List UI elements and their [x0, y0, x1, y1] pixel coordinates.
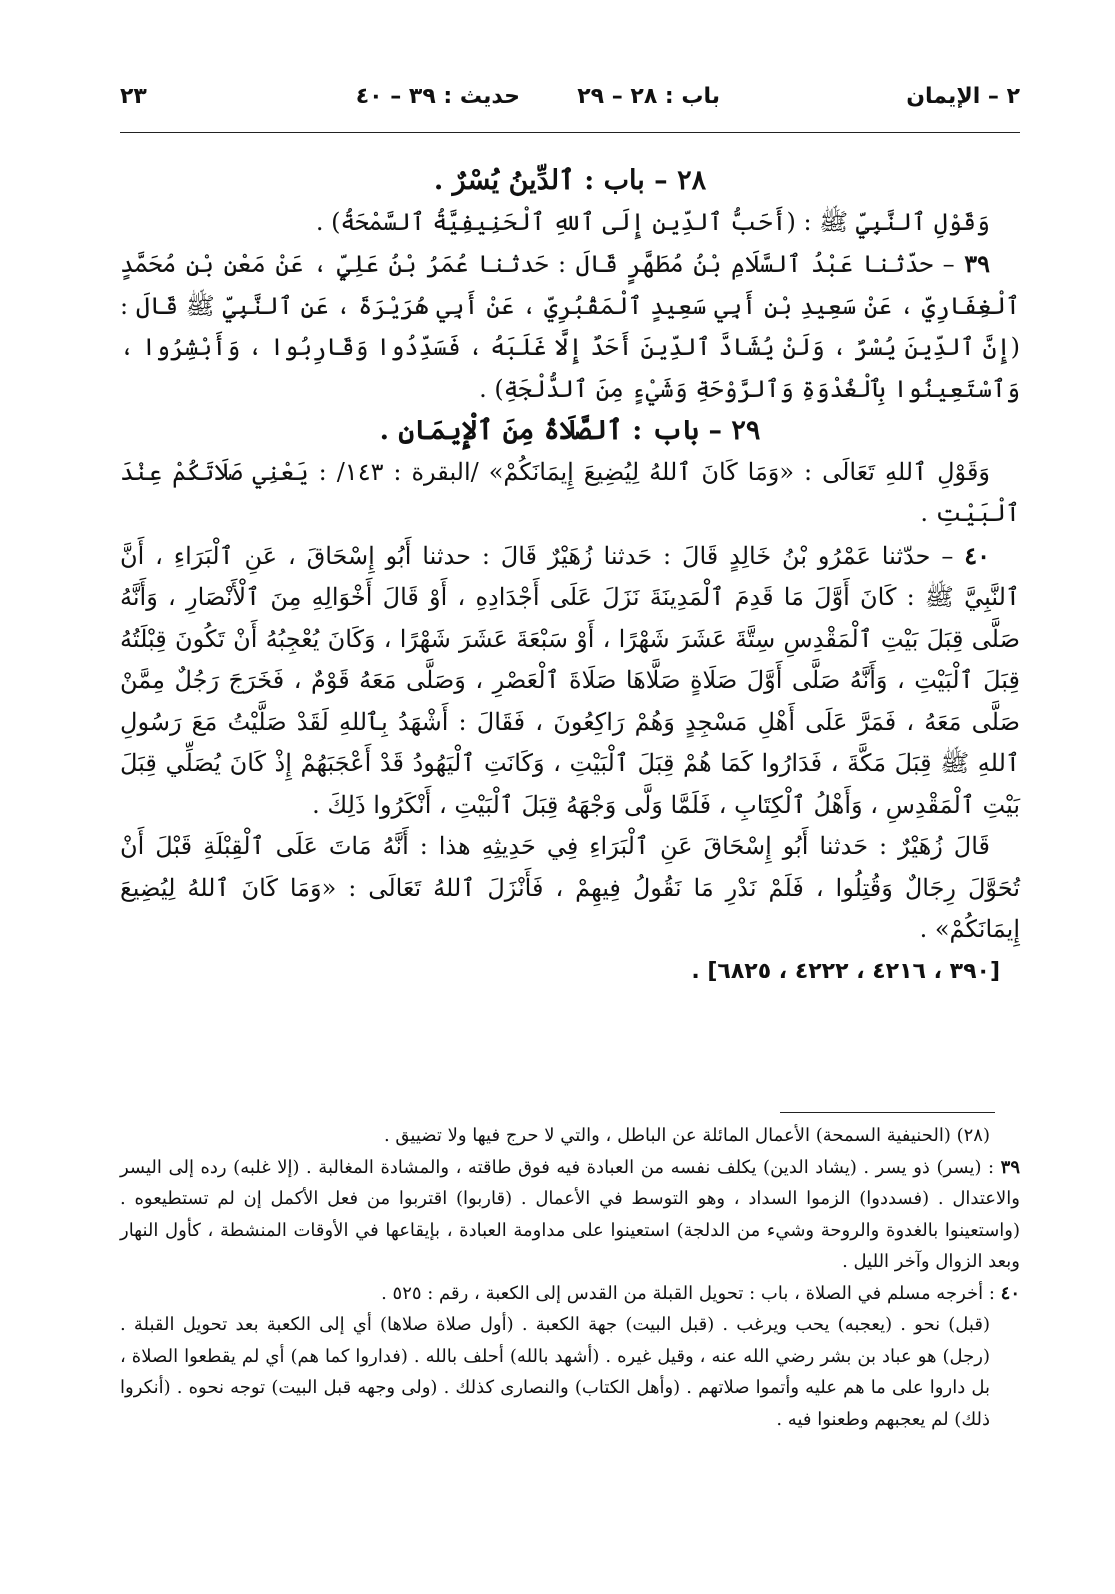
footnote-divider	[780, 1112, 995, 1113]
note-40-number: ٤٠	[1000, 1282, 1020, 1304]
header-book-title: ٢ – الإيمان	[906, 84, 1020, 109]
hadith-40-text: – حدّثنا عَمْرُو بْنُ خَالِدٍ قَالَ : حَدثنا زُهَيْرٌ قَالَ : حدثنا أَبُو إِسْحَاقَ ، عَنِ ٱلْبَرَاءِ ، أَنَّ ٱلنَّبِيَّ ﷺ : كَانَ أَوَّلَ مَا قَدِمَ ٱلْمَدِينَةَ نَزَلَ عَلَى أَجْدَادِهِ ، أَوْ قَالَ أَخْوَالِهِ مِنَ ٱلْأَنْصَارِ ، وَأَنَّهُ صَلَّى قِبَلَ بَيْتِ ٱلْمَقْدِسِ سِتَّةَ عَشَرَ شَهْرًا ، أَوْ سَبْعَةَ عَشَرَ شَهْرًا ، وَكَانَ يُعْجِبُهُ أَنْ تَكُونَ قِبْلَتُهُ قِبَلَ ٱلْبَيْتِ ، وَأَنَّهُ صَلَّى أَوَّلَ صَلَاةٍ صَلَّاهَا صَلَاةَ ٱلْعَصْرِ ، وَصَلَّى مَعَهُ قَوْمٌ ، فَخَرَجَ رَجُلٌ مِمَّنْ صَلَّى مَعَهُ ، فَمَرَّ عَلَى أَهْلِ مَسْجِدٍ وَهُمْ رَاكِعُونَ ، فَقَالَ : أَشْهَدُ بِٱللهِ لَقَدْ صَلَّيْتُ مَعَ رَسُولِ ٱللهِ ﷺ قِبَلَ مَكَّةَ ، فَدَارُوا كَمَا هُمْ قِبَلَ ٱلْبَيْتِ ، وَكَانَتِ ٱلْيَهُودُ قَدْ أَعْجَبَهُمْ إِذْ كَانَ يُصَلِّي قِبَلَ بَيْتِ ٱلْمَقْدِسِ ، وَأَهْلُ ٱلْكِتَابِ ، فَلَمَّا وَلَّى وَجْهَهُ قِبَلَ ٱلْبَيْتِ ، أَنْكَرُوا ذَلِكَ .	[120, 541, 1020, 819]
note-40-text: : أخرجه مسلم في الصلاة ، باب : تحويل القبلة من القدس إلى الكعبة ، رقم : ٥٢٥ .	[381, 1282, 1001, 1304]
footnotes	[120, 1120, 1020, 1435]
note-40	[120, 1278, 1020, 1310]
note-39-text: : (يسر) ذو يسر . (يشاد الدين) يكلف نفسه من العبادة فيه فوق طاقته ، والمشادة المغالبة . (إلا غلبه) رده إلى اليسر والاعتدال . (فسددوا) الزموا السداد ، وهو التوسط في الأعمال . (قاربوا) اقتربوا من فعل الأكمل إن لم تستطيعوه . (واستعينوا بالغدوة والروحة وشيء من الدلجة) استعينوا على مداومة العبادة ، بإيقاعها في الأوقات المنشطة ، كأول النهار وبعد الزوال وآخر الليل .	[120, 1156, 1020, 1272]
hadith-39-text: – حدّثنا عَبْدُ ٱلسَّلَامِ بْنُ مُطَهَّرٍ قَالَ : حَدثنا عُمَرُ بْنُ عَلِيٍّ ، عَنْ مَعْنِ بْنِ مُحَمَّدٍ ٱلْغِفَارِيِّ ، عَنْ سَعِيدِ بْنِ أَبِي سَعِيدٍ ٱلْمَقْبُرِيِّ ، عَنْ أَبِي هُرَيْرَةَ ، عَنِ ٱلنَّبِيِّ ﷺ قَالَ : (إِنَّ ٱلدِّينَ يُسْرٌ ، وَلَنْ يُشَادَّ ٱلدِّينَ أَحَدٌ إِلَّا غَلَبَهُ ، فَسَدِّدُوا وَقَارِبُوا ، وَأَبْشِرُوا ، وَٱسْتَعِينُوا بِٱلْغُدْوَةِ وَٱلرَّوْحَةِ وَشَيْءٍ مِنَ ٱلدُّلْجَةِ) .	[120, 250, 1021, 403]
note-28: (٢٨) (الحنيفية السمحة) الأعمال المائلة عن الباطل ، والتي لا حرج فيها ولا تضييق .	[383, 1125, 990, 1146]
chapter-28-title: ٢٨ – باب : ٱلدِّينُ يُسْرٌ .	[433, 165, 707, 196]
running-header	[120, 78, 1020, 118]
page-number: ٢٣	[120, 84, 147, 109]
chapter-29-title: ٢٩ – باب : ٱلصَّلَاةُ مِنَ ٱلْإِيمَانِ .	[379, 415, 761, 446]
header-chapter-range: باب : ٢٨ – ٢٩	[577, 84, 720, 109]
header-hadith-range: حديث : ٣٩ – ٤٠	[355, 84, 520, 109]
hadith-40-references: [٣٩٠ ، ٤٢١٦ ، ٤٢٢٢ ، ٦٨٢٥] .	[691, 958, 1000, 984]
hadith-39	[120, 243, 1020, 410]
header-divider	[120, 132, 1020, 133]
chapter-28-quote: وَقَوْلِ ٱلنَّبِيِّ ﷺ : (أَحَبُّ ٱلدِّينِ إِلَى ٱللهِ ٱلْحَنِيفِيَّةُ ٱلسَّمْحَةُ) .	[315, 207, 990, 236]
hadith-40-number: ٤٠	[964, 540, 990, 570]
note-40-explanation: (قبل) نحو . (يعجبه) يحب ويرغب . (قبل البيت) جهة الكعبة . (أول صلاة صلاها) أي إلى الكعبة بعد تحويل القبلة . (رجل) هو عباد بن بشر رضي الله عنه ، وقيل غيره . (أشهد بالله) أحلف بالله . (فداروا كما هم) أي لم يقطعوا الصلاة ، بل داروا على ما هم عليه وأتموا صلاتهم . (وأهل الكتاب) والنصارى كذلك . (ولى وجهه قبل البيت) توجه نحوه . (أنكروا ذلك) لم يعجبهم وطعنوا فيه .	[120, 1314, 990, 1430]
chapter-29-quote: وَقَوْلِ ٱللهِ تَعَالَى : «وَمَا كَانَ ٱللهُ لِيُضِيعَ إِيمَانَكُمْ» /البقرة : ١٤٣/ : يَعْنِي صَلَاتَكُمْ عِنْدَ ٱلْبَيْتِ .	[120, 457, 1020, 527]
hadith-40	[120, 535, 1020, 827]
hadith-40-addendum: قَالَ زُهَيْرٌ : حَدثنا أَبُو إِسْحَاقَ عَنِ ٱلْبَرَاءِ فِي حَدِيثِهِ هذا : أَنَّهُ مَاتَ عَلَى ٱلْقِبْلَةِ قَبْلَ أَنْ تُحَوَّلَ رِجَالٌ وَقُتِلُوا ، فَلَمْ نَدْرِ مَا نَقُولُ فِيهِمْ ، فَأَنْزَلَ ٱللهُ تَعَالَى : «وَمَا كَانَ ٱللهُ لِيُضِيعَ إِيمَانَكُمْ» .	[120, 832, 1020, 943]
main-text	[120, 160, 1020, 992]
note-39	[120, 1152, 1020, 1278]
hadith-39-number: ٣٩	[964, 249, 990, 278]
note-39-number: ٣٩	[1000, 1156, 1020, 1178]
